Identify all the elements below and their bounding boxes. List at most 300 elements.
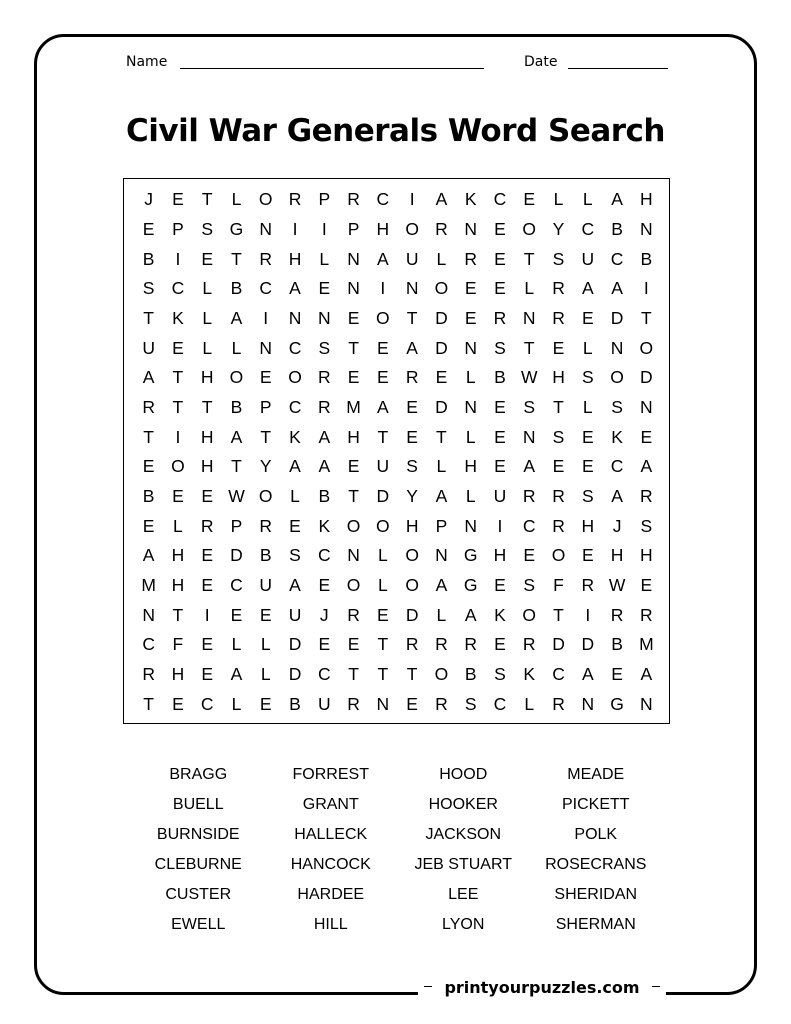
grid-cell: E <box>494 426 506 447</box>
word-list-item: CLEBURNE <box>154 856 242 873</box>
grid-cell: S <box>201 218 214 239</box>
word-list <box>132 760 662 940</box>
grid-cell: N <box>317 307 331 328</box>
grid-cell: C <box>376 189 390 210</box>
grid-cell: U <box>581 248 595 269</box>
grid-cell: A <box>611 278 623 299</box>
word-list-item: HOOD <box>439 766 488 783</box>
word-list-item: JACKSON <box>425 826 502 843</box>
grid-cell: D <box>610 307 624 328</box>
grid-cell: O <box>405 545 419 566</box>
grid-cell: L <box>553 189 564 210</box>
grid-cell: H <box>376 218 390 239</box>
grid-cell: N <box>142 604 155 625</box>
grid-cell: P <box>230 515 243 536</box>
grid-cell: S <box>581 485 594 506</box>
grid-cell: R <box>522 485 536 506</box>
grid-cell: C <box>581 218 595 239</box>
grid-cell: P <box>347 218 360 239</box>
grid-cell: A <box>611 485 623 506</box>
grid-cell: R <box>347 189 360 210</box>
grid-cell: A <box>523 456 536 477</box>
grid-cell: B <box>230 396 243 417</box>
grid-cell: F <box>553 574 564 595</box>
grid-cell: C <box>552 663 565 684</box>
grid-cell: O <box>405 574 419 595</box>
grid-cell: O <box>639 337 654 358</box>
grid-cell: L <box>582 189 593 210</box>
grid-cell: T <box>523 248 535 269</box>
grid-cell: W <box>228 485 245 506</box>
grid-cell: W <box>608 574 626 595</box>
grid-cell: E <box>289 515 301 536</box>
grid-cell: C <box>493 189 507 210</box>
grid-cell: C <box>171 278 185 299</box>
grid-cell: T <box>348 663 359 684</box>
grid-cell: E <box>347 367 360 388</box>
grid-cell: D <box>640 367 653 388</box>
grid-cell: C <box>288 337 302 358</box>
grid-cell: E <box>201 545 214 566</box>
grid-cell: C <box>200 693 214 714</box>
grid-cell: J <box>612 515 622 536</box>
grid-cell: A <box>230 426 243 447</box>
grid-cell: L <box>377 574 388 595</box>
grid-cell: E <box>259 367 272 388</box>
grid-cell: L <box>436 248 447 269</box>
word-list-item: CUSTER <box>165 886 232 903</box>
grid-cell: N <box>435 545 448 566</box>
word-list-item: HARDEE <box>297 886 365 903</box>
grid-cell: H <box>552 367 565 388</box>
grid-cell: Y <box>552 218 565 239</box>
grid-cell: T <box>553 604 564 625</box>
grid-cell: K <box>318 515 331 536</box>
grid-cell: E <box>377 604 389 625</box>
grid-cell: D <box>288 634 302 655</box>
grid-cell: R <box>493 307 507 328</box>
grid-cell: R <box>142 396 155 417</box>
grid-cell: H <box>493 545 507 566</box>
grid-cell: O <box>522 218 537 239</box>
grid-cell: S <box>523 396 536 417</box>
grid-cell: H <box>171 663 185 684</box>
grid-cell: R <box>464 634 477 655</box>
grid-cell: O <box>171 456 185 477</box>
grid-cell: B <box>464 663 477 684</box>
grid-cell: L <box>436 456 447 477</box>
grid-cell: A <box>289 456 301 477</box>
grid-cell: R <box>405 367 419 388</box>
grid-cell: O <box>376 307 390 328</box>
grid-cell: I <box>321 218 327 239</box>
grid-cell: Y <box>259 456 272 477</box>
grid-cell: E <box>494 396 506 417</box>
grid-cell: N <box>581 693 595 714</box>
grid-cell: A <box>464 604 477 625</box>
grid-cell: B <box>289 693 301 714</box>
word-list-item: SHERMAN <box>555 916 636 933</box>
grid-cell: A <box>318 456 331 477</box>
grid-cell: B <box>640 248 653 269</box>
grid-cell: E <box>640 574 653 595</box>
grid-cell: N <box>640 693 653 714</box>
grid-cell: K <box>494 604 506 625</box>
grid-cell: H <box>288 248 302 269</box>
grid-cell: E <box>581 307 594 328</box>
grid-cell: E <box>552 456 565 477</box>
grid-cell: I <box>263 307 269 328</box>
grid-cell: E <box>464 278 477 299</box>
grid-cell: A <box>406 337 418 358</box>
word-list-item: EWELL <box>171 916 226 933</box>
grid-cell: T <box>348 337 359 358</box>
grid-cell: I <box>292 218 298 239</box>
grid-cell: H <box>640 189 653 210</box>
word-list-item: HOOKER <box>428 796 498 813</box>
grid-cell: T <box>143 693 154 714</box>
grid-cell: E <box>581 426 594 447</box>
grid-cell: P <box>318 189 331 210</box>
grid-cell: D <box>435 396 448 417</box>
grid-cell: I <box>585 604 591 625</box>
grid-cell: E <box>464 307 477 328</box>
grid-cell: J <box>319 604 329 625</box>
grid-cell: A <box>640 456 653 477</box>
grid-cell: C <box>259 278 273 299</box>
word-list-item: POLK <box>574 826 618 843</box>
grid-cell: L <box>231 693 242 714</box>
grid-cell: C <box>288 396 302 417</box>
grid-cell: S <box>318 337 331 358</box>
grid-cell: O <box>258 485 273 506</box>
grid-cell: G <box>463 545 478 566</box>
grid-cell: R <box>552 278 565 299</box>
word-list-item: ROSECRANS <box>545 856 647 873</box>
grid-cell: H <box>171 574 185 595</box>
grid-cell: L <box>202 278 213 299</box>
grid-cell: T <box>201 396 213 417</box>
grid-cell: T <box>260 426 272 447</box>
word-list-item: FORREST <box>292 766 369 783</box>
grid-cell: A <box>581 663 594 684</box>
grid-cell: L <box>173 515 183 536</box>
grid-cell: T <box>553 396 564 417</box>
grid-cell: T <box>201 189 213 210</box>
grid-cell: U <box>142 337 155 358</box>
grid-cell: E <box>201 663 214 684</box>
grid-cell: O <box>346 574 361 595</box>
grid-cell: T <box>436 426 447 447</box>
word-list-item: LEE <box>448 886 479 903</box>
grid-cell: E <box>347 456 360 477</box>
grid-cell: G <box>463 574 478 595</box>
grid-cell: A <box>435 485 448 506</box>
grid-cell: E <box>318 574 331 595</box>
grid-cell: C <box>610 456 624 477</box>
grid-cell: L <box>465 485 476 506</box>
grid-cell: C <box>230 574 243 595</box>
grid-cell: H <box>405 515 419 536</box>
grid-cell: T <box>172 396 184 417</box>
page-title: Civil War Generals Word Search <box>125 113 666 149</box>
grid-cell: A <box>640 663 653 684</box>
grid-cell: S <box>289 545 301 566</box>
grid-cell: R <box>552 485 565 506</box>
grid-cell: E <box>142 456 155 477</box>
grid-cell: L <box>582 396 593 417</box>
grid-cell: H <box>640 545 653 566</box>
date-line <box>568 68 668 69</box>
grid-cell: B <box>259 545 272 566</box>
grid-cell: A <box>377 248 389 269</box>
grid-cell: E <box>172 189 184 210</box>
grid-cell: R <box>581 574 595 595</box>
grid-cell: Y <box>406 485 418 506</box>
grid-cell: T <box>172 604 184 625</box>
grid-cell: C <box>493 693 507 714</box>
grid-cell: L <box>436 604 447 625</box>
grid-cell: H <box>200 426 214 447</box>
grid-cell: I <box>497 515 503 536</box>
grid-cell: A <box>318 426 331 447</box>
grid-cell: B <box>318 485 331 506</box>
grid-cell: B <box>494 367 506 388</box>
grid-cell: L <box>231 337 242 358</box>
grid-cell: I <box>204 604 210 625</box>
grid-cell: A <box>435 574 448 595</box>
grid-cell: S <box>494 337 506 358</box>
grid-cell: T <box>377 426 389 447</box>
grid-cell: K <box>289 426 301 447</box>
grid-cell: A <box>289 574 301 595</box>
grid-cell: R <box>317 367 331 388</box>
grid-cell: O <box>288 367 302 388</box>
grid-cell: O <box>376 515 390 536</box>
grid-cell: A <box>581 278 594 299</box>
grid-cell: D <box>581 634 595 655</box>
grid-cell: R <box>552 693 565 714</box>
grid-cell: R <box>288 189 302 210</box>
grid-cell: H <box>610 545 624 566</box>
grid-cell: E <box>172 337 184 358</box>
grid-cell: R <box>142 663 155 684</box>
name-label: Name <box>126 54 168 70</box>
grid-cell: E <box>406 426 418 447</box>
grid-cell: W <box>520 367 538 388</box>
grid-cell: R <box>522 634 536 655</box>
word-list-item: BURNSIDE <box>156 826 240 843</box>
grid-cell: C <box>522 515 536 536</box>
grid-cell: E <box>494 456 506 477</box>
grid-cell: D <box>405 604 419 625</box>
grid-cell: O <box>551 545 566 566</box>
grid-cell: E <box>435 367 448 388</box>
grid-cell: N <box>347 248 360 269</box>
grid-cell: L <box>377 545 388 566</box>
grid-cell: E <box>347 307 360 328</box>
grid-cell: C <box>317 545 331 566</box>
grid-cell: L <box>524 693 535 714</box>
grid-cell: R <box>552 515 565 536</box>
word-list-item: MEADE <box>567 766 625 783</box>
grid-cell: T <box>143 307 154 328</box>
grid-cell: R <box>259 515 273 536</box>
grid-cell: S <box>523 574 536 595</box>
date-label: Date <box>524 54 558 70</box>
grid-cell: E <box>142 218 155 239</box>
puzzle-grid-box <box>123 178 670 724</box>
grid-cell: H <box>200 367 214 388</box>
grid-cell: S <box>640 515 653 536</box>
grid-cell: E <box>494 248 506 269</box>
grid-cell: G <box>229 218 244 239</box>
grid-cell: E <box>201 485 214 506</box>
grid-cell: C <box>142 634 155 655</box>
grid-cell: D <box>288 663 302 684</box>
grid-cell: M <box>346 396 361 417</box>
grid-cell: R <box>405 634 419 655</box>
grid-cell: L <box>231 189 242 210</box>
grid-cell: R <box>259 248 273 269</box>
grid-cell: N <box>464 396 477 417</box>
grid-cell: K <box>611 426 623 447</box>
grid-cell: N <box>259 218 273 239</box>
grid-cell: E <box>406 693 418 714</box>
grid-cell: O <box>434 278 449 299</box>
grid-cell: N <box>640 396 653 417</box>
grid-cell: E <box>201 248 214 269</box>
grid-cell: N <box>640 218 653 239</box>
grid-cell: N <box>522 307 536 328</box>
grid-cell: T <box>406 307 418 328</box>
grid-cell: E <box>494 218 506 239</box>
grid-cell: D <box>230 545 243 566</box>
grid-cell: E <box>259 604 272 625</box>
grid-cell: P <box>172 218 184 239</box>
grid-cell: E <box>523 189 536 210</box>
grid-cell: D <box>376 485 390 506</box>
grid-cell: S <box>552 248 565 269</box>
grid-cell: E <box>552 337 565 358</box>
grid-cell: R <box>435 218 448 239</box>
grid-cell: S <box>552 426 565 447</box>
grid-cell: A <box>611 189 623 210</box>
grid-cell: C <box>610 248 624 269</box>
grid-cell: O <box>522 604 537 625</box>
grid-cell: E <box>377 367 389 388</box>
grid-cell: I <box>380 278 386 299</box>
grid-cell: R <box>435 634 448 655</box>
grid-cell: R <box>610 604 624 625</box>
grid-cell: D <box>435 307 448 328</box>
grid-cell: E <box>406 396 418 417</box>
grid-cell: B <box>142 485 155 506</box>
grid-cell: R <box>640 604 653 625</box>
grid-cell: R <box>317 396 331 417</box>
word-list-item: LYON <box>442 916 485 933</box>
grid-cell: T <box>377 634 389 655</box>
grid-cell: L <box>465 367 476 388</box>
letter-grid <box>134 185 661 719</box>
grid-cell: R <box>464 248 477 269</box>
grid-cell: E <box>230 604 243 625</box>
grid-cell: E <box>201 634 214 655</box>
name-date-row <box>126 54 670 74</box>
grid-cell: H <box>464 456 477 477</box>
grid-cell: T <box>231 248 242 269</box>
grid-cell: M <box>639 634 654 655</box>
grid-cell: O <box>258 189 273 210</box>
grid-cell: E <box>581 456 594 477</box>
grid-cell: D <box>552 634 565 655</box>
grid-cell: A <box>230 307 243 328</box>
grid-cell: R <box>200 515 214 536</box>
grid-cell: L <box>524 278 535 299</box>
grid-cell: S <box>406 456 418 477</box>
grid-cell: P <box>259 396 272 417</box>
grid-cell: L <box>582 337 593 358</box>
grid-cell: N <box>259 337 273 358</box>
word-list-item: BUELL <box>172 796 224 813</box>
grid-cell: E <box>318 278 331 299</box>
word-list-item: HILL <box>313 916 348 933</box>
grid-cell: O <box>434 663 449 684</box>
grid-cell: N <box>610 337 624 358</box>
grid-cell: H <box>581 515 595 536</box>
word-list-item: BRAGG <box>169 766 228 783</box>
grid-cell: E <box>494 278 506 299</box>
grid-cell: L <box>260 663 271 684</box>
grid-cell: T <box>377 663 389 684</box>
grid-cell: E <box>259 693 272 714</box>
grid-cell: A <box>435 189 448 210</box>
grid-cell: L <box>202 337 213 358</box>
grid-cell: N <box>405 278 419 299</box>
grid-cell: L <box>290 485 300 506</box>
grid-cell: A <box>289 278 301 299</box>
grid-cell: H <box>347 426 360 447</box>
grid-cell: E <box>494 574 506 595</box>
grid-cell: A <box>142 367 155 388</box>
grid-cell: E <box>347 634 360 655</box>
grid-cell: B <box>611 218 623 239</box>
grid-cell: R <box>347 604 360 625</box>
grid-cell: N <box>347 278 360 299</box>
word-list-item: JEB STUART <box>414 856 512 873</box>
grid-cell: E <box>201 574 214 595</box>
grid-cell: S <box>611 396 623 417</box>
grid-cell: T <box>348 485 359 506</box>
grid-cell: N <box>464 337 477 358</box>
grid-cell: U <box>376 456 390 477</box>
grid-cell: I <box>643 278 649 299</box>
grid-cell: R <box>640 485 653 506</box>
grid-cell: B <box>142 248 155 269</box>
grid-cell: F <box>172 634 184 655</box>
grid-cell: T <box>231 456 242 477</box>
word-list-item: GRANT <box>302 796 359 813</box>
grid-cell: K <box>464 189 477 210</box>
grid-cell: K <box>172 307 184 328</box>
grid-cell: T <box>523 337 535 358</box>
footer-site: printyourpuzzles.com <box>418 974 666 1000</box>
grid-cell: L <box>202 307 213 328</box>
grid-cell: L <box>319 248 330 269</box>
grid-cell: D <box>435 337 448 358</box>
grid-cell: H <box>171 545 185 566</box>
grid-cell: E <box>172 693 184 714</box>
